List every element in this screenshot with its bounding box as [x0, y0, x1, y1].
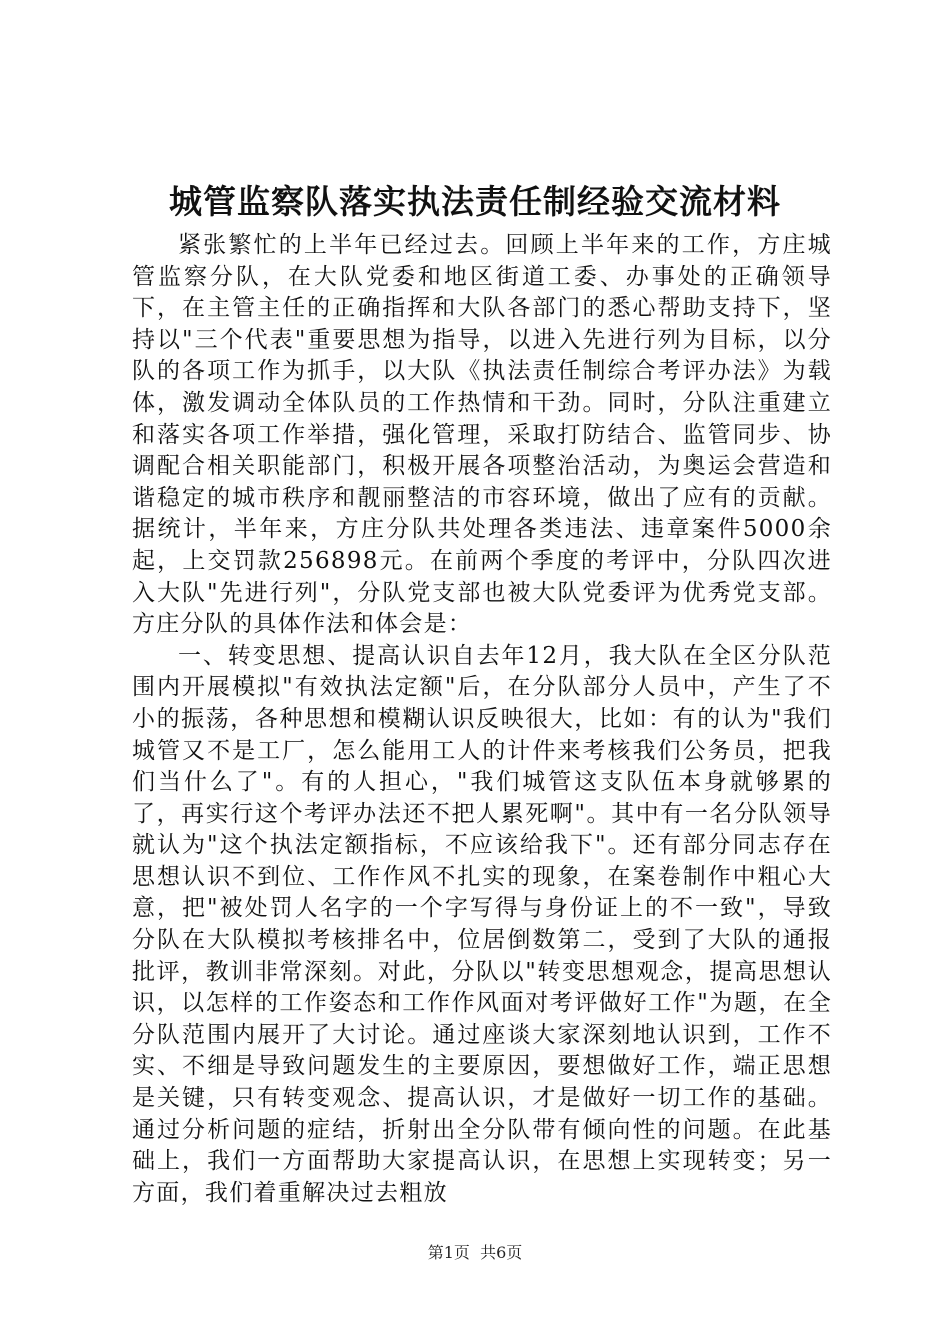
document-body	[132, 230, 832, 1209]
document-title: 城管监察队落实执法责任制经验交流材料	[169, 182, 781, 221]
paragraph-intro: 紧张繁忙的上半年已经过去。回顾上半年来的工作，方庄城管监察分队，在大队党委和地区街道工委、办事处的正确领导下，在主管主任的正确指挥和大队各部门的悉心帮助支持下，坚持以"三个代表"重要思想为指导，以进入先进行列为目标，以分队的各项工作为抓手，以大队《执法责任制综合考评办法》为载体，激发调动全体队员的工作热情和干劲。同时，分队注重建立和落实各项工作举措，强化管理，采取打防结合、监管同步、协调配合相关职能部门，积极开展各项整治活动，为奥运会营造和谐稳定的城市秩序和靓丽整洁的市容环境，做出了应有的贡献。据统计，半年来，方庄分队共处理各类违法、违章案件5000余起，上交罚款256898元。在前两个季度的考评中，分队四次进入大队"先进行列"，分队党支部也被大队党委评为优秀党支部。方庄分队的具体作法和体会是：	[132, 232, 832, 638]
page-footer	[0, 1243, 950, 1263]
page-number-label: 第1页 共6页	[427, 1243, 523, 1262]
paragraph-section-one: 一、转变思想、提高认识自去年12月，我大队在全区分队范围内开展模拟"有效执法定额"后，在分队部分人员中，产生了不小的振荡，各种思想和模糊认识反映很大，比如：有的认为"我们城管又不是工厂，怎么能用工人的计件来考核我们公务员，把我们当什么了"。有的人担心，"我们城管这支队伍本身就够累的了，再实行这个考评办法还不把人累死啊"。其中有一名分队领导就认为"这个执法定额指标，不应该给我下"。还有部分同志存在思想认识不到位、工作作风不扎实的现象，在案卷制作中粗心大意，把"被处罚人名字的一个字写得与身份证上的不一致"，导致分队在大队模拟考核排名中，位居倒数第二，受到了大队的通报批评，教训非常深刻。对此，分队以"转变思想观念，提高思想认识，以怎样的工作姿态和工作作风面对考评做好工作"为题，在全分队范围内展开了大讨论。通过座谈大家深刻地认识到，工作不实、不细是导致问题发生的主要原因，要想做好工作，端正思想是关键，只有转变观念、提高认识，才是做好一切工作的基础。通过分析问题的症结，折射出全分队带有倾向性的问题。在此基础上，我们一方面帮助大家提高认识，在思想上实现转变；另一方面，我们着重解决过去粗放	[132, 642, 832, 1206]
